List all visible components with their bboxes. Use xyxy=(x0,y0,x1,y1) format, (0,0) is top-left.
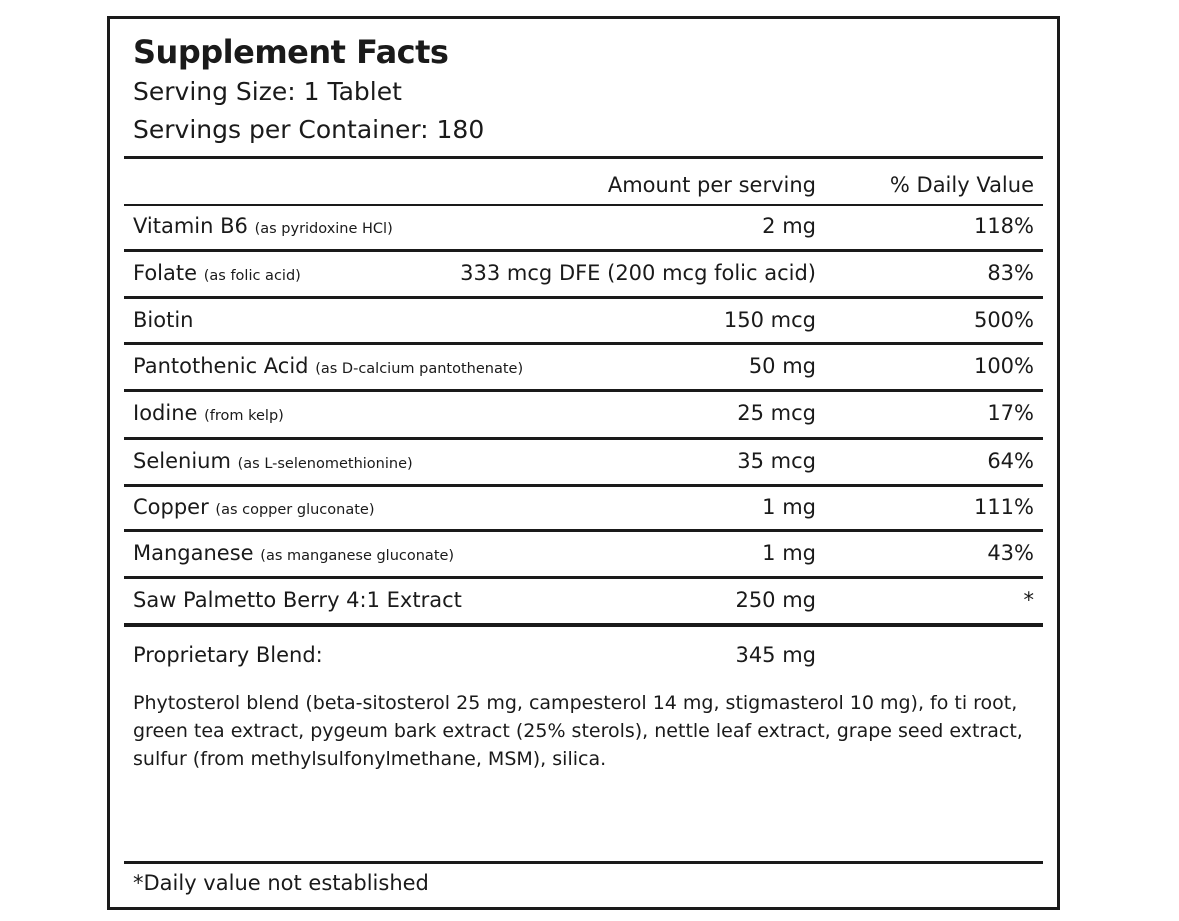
nutrient-name: Saw Palmetto Berry 4:1 Extract xyxy=(133,588,462,612)
nutrient-row xyxy=(124,532,1043,577)
panel-title: Supplement Facts xyxy=(133,33,449,71)
nutrient-amount: 35 mcg xyxy=(737,449,816,473)
daily-value-footnote: *Daily value not established xyxy=(133,871,429,895)
blend-name: Proprietary Blend: xyxy=(133,643,323,667)
nutrient-row xyxy=(124,440,1043,485)
nutrient-name: Copper (as copper gluconate) xyxy=(133,495,375,519)
nutrient-name: Selenium (as L-selenomethionine) xyxy=(133,449,413,473)
nutrient-row xyxy=(124,252,1043,297)
nutrient-daily-value: * xyxy=(1023,588,1034,612)
nutrient-name: Vitamin B6 (as pyridoxine HCl) xyxy=(133,214,393,238)
nutrient-amount: 1 mg xyxy=(762,495,816,519)
servings-per-container: Servings per Container: 180 xyxy=(133,115,485,144)
nutrient-row xyxy=(124,345,1043,390)
nutrient-amount: 25 mcg xyxy=(737,401,816,425)
nutrient-daily-value: 83% xyxy=(987,261,1034,285)
nutrient-daily-value: 17% xyxy=(987,401,1034,425)
nutrient-source-note: (as D-calcium pantothenate) xyxy=(315,361,524,377)
nutrient-source-note: (as L-selenomethionine) xyxy=(237,456,413,472)
nutrient-row xyxy=(124,579,1043,624)
nutrient-row xyxy=(124,392,1043,437)
supplement-facts-panel xyxy=(107,16,1060,910)
blend-ingredients: Phytosterol blend (beta-sitosterol 25 mg, campesterol 14 mg, stigmasterol 10 mg), fo ti root, green tea extract, pygeum bark extract (25% sterols), nettle leaf extract, grape seed extract, sulfur (from methylsulfonylmethane, MSM), silica. xyxy=(133,692,1023,770)
nutrient-source-note: (as folic acid) xyxy=(203,268,301,284)
amount-column-header: Amount per serving xyxy=(607,173,816,197)
divider xyxy=(124,861,1043,864)
nutrient-name: Folate (as folic acid) xyxy=(133,261,301,285)
nutrient-source-note: (from kelp) xyxy=(204,408,284,424)
nutrient-row xyxy=(124,486,1043,531)
nutrient-name: Pantothenic Acid (as D-calcium pantothenate) xyxy=(133,354,524,378)
nutrient-amount: 250 mg xyxy=(735,588,816,612)
nutrient-amount: 50 mg xyxy=(748,354,816,378)
nutrient-daily-value: 43% xyxy=(987,541,1034,565)
nutrient-daily-value: 118% xyxy=(973,214,1034,238)
nutrient-amount: 333 mcg DFE (200 mcg folic acid) xyxy=(460,261,816,285)
nutrient-amount: 2 mg xyxy=(762,214,816,238)
divider xyxy=(124,156,1043,159)
nutrient-name: Biotin xyxy=(133,308,194,332)
divider xyxy=(124,623,1043,627)
daily-value-column-header: % Daily Value xyxy=(889,173,1034,197)
nutrient-source-note: (as manganese gluconate) xyxy=(260,548,455,564)
nutrient-daily-value: 100% xyxy=(973,354,1034,378)
proprietary-blend-row xyxy=(124,639,1043,683)
column-header-row xyxy=(124,165,1043,205)
nutrient-daily-value: 64% xyxy=(987,449,1034,473)
nutrient-name: Iodine (from kelp) xyxy=(133,401,284,425)
nutrient-daily-value: 500% xyxy=(973,308,1034,332)
panel-content xyxy=(124,19,1043,907)
nutrient-amount: 150 mcg xyxy=(723,308,816,332)
nutrient-source-note: (as copper gluconate) xyxy=(215,502,375,518)
nutrient-name: Manganese (as manganese gluconate) xyxy=(133,541,455,565)
nutrient-daily-value: 111% xyxy=(973,495,1034,519)
nutrient-row xyxy=(124,205,1043,250)
serving-size: Serving Size: 1 Tablet xyxy=(133,77,402,106)
blend-amount: 345 mg xyxy=(735,643,816,667)
nutrient-source-note: (as pyridoxine HCl) xyxy=(254,221,393,237)
nutrient-amount: 1 mg xyxy=(762,541,816,565)
nutrient-row xyxy=(124,299,1043,344)
